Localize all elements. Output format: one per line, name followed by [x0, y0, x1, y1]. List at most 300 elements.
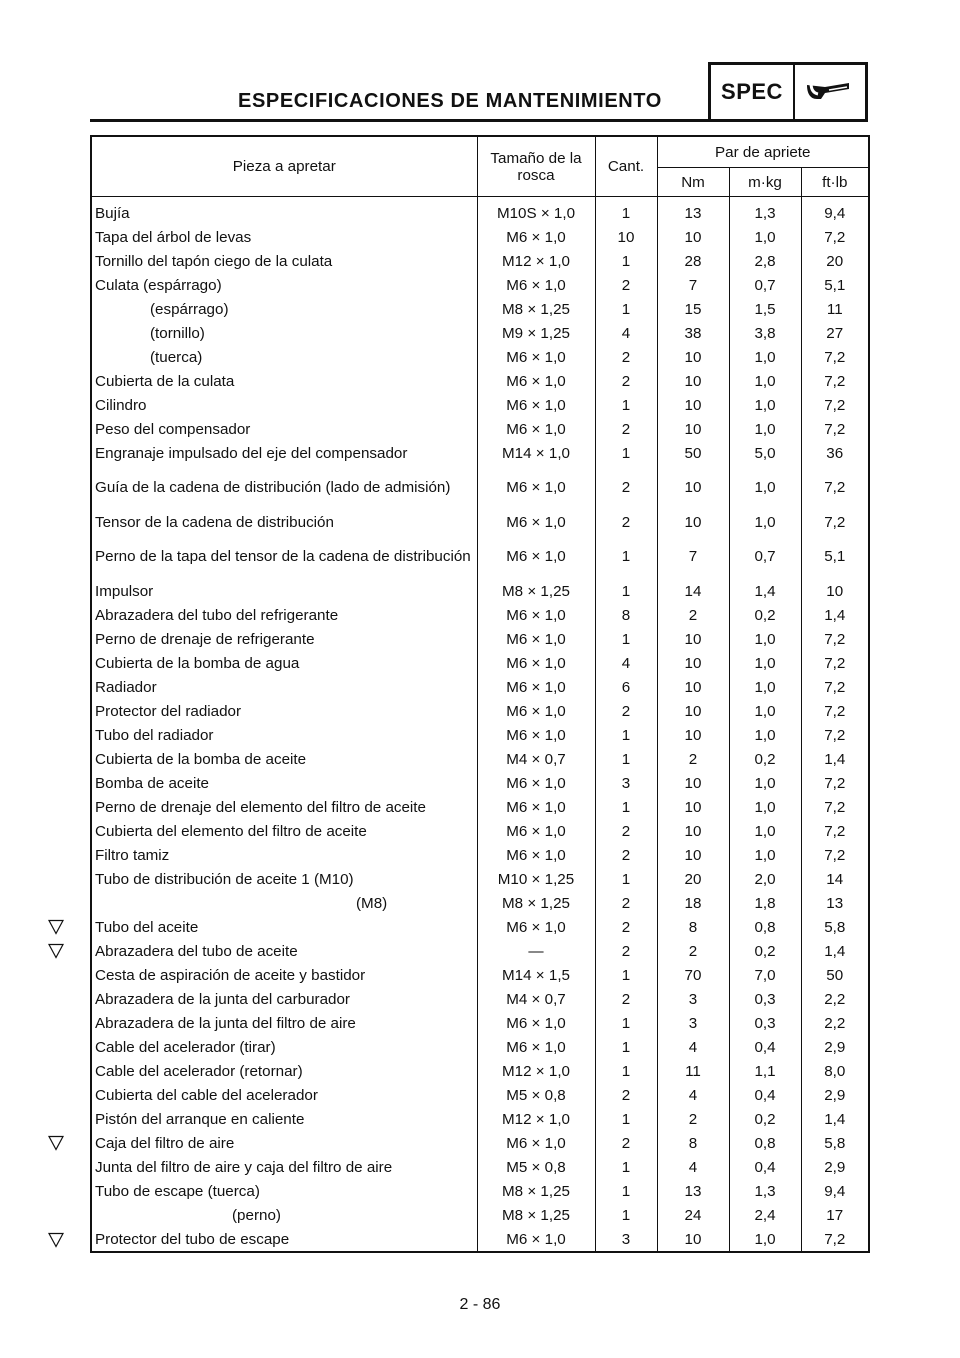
cell-thread: M6 × 1,0: [477, 843, 595, 867]
cell-part: Engranaje impulsado del eje del compensador: [95, 444, 408, 462]
table-row: [91, 651, 869, 675]
cell-mkg: 1,0: [729, 723, 801, 747]
cell-qty: 2: [595, 510, 657, 534]
table-row: [91, 1203, 869, 1227]
cell-part: Protector del tubo de escape: [95, 1230, 290, 1248]
cell-ftlb: 5,1: [801, 273, 869, 297]
cell-thread: M6 × 1,0: [477, 675, 595, 699]
cell-mkg: 1,8: [729, 891, 801, 915]
cell-thread: M6 × 1,0: [477, 699, 595, 723]
cell-nm: 3: [657, 1011, 729, 1035]
cell-nm: 13: [657, 197, 729, 226]
cell-thread: M6 × 1,0: [477, 273, 595, 297]
cell-ftlb: 36: [801, 441, 869, 465]
cell-nm: 4: [657, 1035, 729, 1059]
cell-qty: 2: [595, 369, 657, 393]
cell-nm: 4: [657, 1155, 729, 1179]
cell-thread: M8 × 1,25: [477, 579, 595, 603]
cell-ftlb: 11: [801, 297, 869, 321]
cell-nm: 10: [657, 225, 729, 249]
cell-thread: M6 × 1,0: [477, 1131, 595, 1155]
col-qty-header: Cant.: [595, 136, 657, 197]
cell-thread: M6 × 1,0: [477, 723, 595, 747]
cell-part: Impulsor: [95, 582, 154, 600]
cell-thread: M12 × 1,0: [477, 249, 595, 273]
cell-ftlb: 7,2: [801, 393, 869, 417]
cell-qty: 6: [595, 675, 657, 699]
cell-qty: 2: [595, 465, 657, 510]
table-row: [91, 297, 869, 321]
cell-part: Cubierta del cable del acelerador: [95, 1086, 318, 1104]
table-row: [91, 1179, 869, 1203]
cell-nm: 28: [657, 249, 729, 273]
cell-qty: 1: [595, 1155, 657, 1179]
cell-ftlb: 9,4: [801, 197, 869, 226]
cell-thread: M4 × 0,7: [477, 747, 595, 771]
cell-qty: 1: [595, 1059, 657, 1083]
cell-thread: M6 × 1,0: [477, 627, 595, 651]
cell-mkg: 1,0: [729, 1227, 801, 1252]
cell-part: Tubo del radiador: [95, 726, 214, 744]
cell-ftlb: 7,2: [801, 699, 869, 723]
table-row: [91, 441, 869, 465]
cell-mkg: 0,7: [729, 534, 801, 579]
cell-part: Abrazadera de la junta del filtro de aire: [95, 1014, 356, 1032]
cell-part: (espárrago): [150, 300, 229, 318]
cell-mkg: 1,0: [729, 771, 801, 795]
cell-qty: 4: [595, 321, 657, 345]
cell-mkg: 1,3: [729, 1179, 801, 1203]
cell-nm: 10: [657, 723, 729, 747]
cell-qty: 3: [595, 771, 657, 795]
cell-part: Tapa del árbol de levas: [95, 228, 252, 246]
cell-ftlb: 5,8: [801, 915, 869, 939]
table-row: [91, 987, 869, 1011]
cell-mkg: 1,0: [729, 819, 801, 843]
cell-thread: M6 × 1,0: [477, 465, 595, 510]
table-row: [91, 417, 869, 441]
cell-nm: 10: [657, 1227, 729, 1252]
cell-ftlb: 17: [801, 1203, 869, 1227]
cell-qty: 1: [595, 249, 657, 273]
cell-qty: 1: [595, 867, 657, 891]
cell-ftlb: 2,2: [801, 987, 869, 1011]
cell-thread: M6 × 1,0: [477, 369, 595, 393]
table-row: [91, 345, 869, 369]
cell-nm: 10: [657, 699, 729, 723]
table-row: [91, 1059, 869, 1083]
cell-ftlb: 2,9: [801, 1083, 869, 1107]
page-number: 2 - 86: [459, 1296, 501, 1313]
cell-mkg: 0,2: [729, 603, 801, 627]
cell-mkg: 1,0: [729, 465, 801, 510]
cell-nm: 2: [657, 1107, 729, 1131]
cell-ftlb: 7,2: [801, 369, 869, 393]
unit-ftlb-header: ft·lb: [801, 168, 869, 197]
cell-qty: 8: [595, 603, 657, 627]
cell-qty: 1: [595, 723, 657, 747]
cell-mkg: 2,0: [729, 867, 801, 891]
cell-mkg: 2,4: [729, 1203, 801, 1227]
cell-nm: 7: [657, 534, 729, 579]
cell-qty: 1: [595, 197, 657, 226]
cell-ftlb: 20: [801, 249, 869, 273]
cell-thread: M6 × 1,0: [477, 819, 595, 843]
table-row: [91, 273, 869, 297]
cell-thread: M6 × 1,0: [477, 225, 595, 249]
cell-ftlb: 7,2: [801, 723, 869, 747]
table-row: [91, 795, 869, 819]
cell-ftlb: 2,9: [801, 1155, 869, 1179]
table-row: [91, 1107, 869, 1131]
cell-nm: 2: [657, 747, 729, 771]
cell-nm: 8: [657, 915, 729, 939]
cell-mkg: 1,0: [729, 699, 801, 723]
cell-thread: M5 × 0,8: [477, 1155, 595, 1179]
cell-mkg: 0,4: [729, 1083, 801, 1107]
cell-thread: M4 × 0,7: [477, 987, 595, 1011]
cell-ftlb: 7,2: [801, 771, 869, 795]
cell-mkg: 1,0: [729, 369, 801, 393]
cell-qty: 1: [595, 1107, 657, 1131]
cell-qty: 2: [595, 417, 657, 441]
cell-part: Peso del compensador: [95, 420, 251, 438]
cell-mkg: 2,8: [729, 249, 801, 273]
cell-nm: 4: [657, 1083, 729, 1107]
cell-qty: 2: [595, 987, 657, 1011]
cell-ftlb: 7,2: [801, 819, 869, 843]
cell-thread: M6 × 1,0: [477, 651, 595, 675]
cell-qty: 2: [595, 891, 657, 915]
cell-thread: M8 × 1,25: [477, 1203, 595, 1227]
cell-nm: 10: [657, 345, 729, 369]
page-header: [90, 62, 868, 124]
cell-nm: 11: [657, 1059, 729, 1083]
cell-part: Cubierta de la culata: [95, 372, 235, 390]
cell-mkg: 1,0: [729, 675, 801, 699]
cell-qty: 1: [595, 1179, 657, 1203]
cell-thread: M6 × 1,0: [477, 534, 595, 579]
cell-mkg: 0,8: [729, 915, 801, 939]
cell-mkg: 0,7: [729, 273, 801, 297]
cell-part: Abrazadera de la junta del carburador: [95, 990, 350, 1008]
cell-mkg: 1,0: [729, 393, 801, 417]
cell-mkg: 3,8: [729, 321, 801, 345]
cell-qty: 1: [595, 534, 657, 579]
cell-nm: 10: [657, 819, 729, 843]
cell-mkg: 0,2: [729, 747, 801, 771]
table-row: [91, 510, 869, 534]
cell-mkg: 0,4: [729, 1155, 801, 1179]
cell-thread: M5 × 0,8: [477, 1083, 595, 1107]
cell-thread: M8 × 1,25: [477, 891, 595, 915]
cell-thread: M6 × 1,0: [477, 417, 595, 441]
cell-ftlb: 2,2: [801, 1011, 869, 1035]
cell-part: Cable del acelerador (tirar): [95, 1038, 276, 1056]
cell-nm: 10: [657, 393, 729, 417]
cell-ftlb: 7,2: [801, 345, 869, 369]
cell-mkg: 1,0: [729, 345, 801, 369]
col-part-header: Pieza a apretar: [91, 136, 477, 197]
table-row: [91, 1131, 869, 1155]
cell-qty: 1: [595, 747, 657, 771]
cell-thread: M12 × 1,0: [477, 1107, 595, 1131]
cell-part: Cesta de aspiración de aceite y bastidor: [95, 966, 366, 984]
cell-ftlb: 7,2: [801, 651, 869, 675]
cell-ftlb: 7,2: [801, 417, 869, 441]
cell-qty: 1: [595, 297, 657, 321]
cell-part: Pistón del arranque en caliente: [95, 1110, 305, 1128]
cell-thread: M6 × 1,0: [477, 1011, 595, 1035]
cell-thread: M10S × 1,0: [477, 197, 595, 226]
cell-ftlb: 2,9: [801, 1035, 869, 1059]
cell-nm: 10: [657, 465, 729, 510]
cell-thread: M6 × 1,0: [477, 345, 595, 369]
cell-mkg: 0,3: [729, 987, 801, 1011]
cell-ftlb: 7,2: [801, 465, 869, 510]
cell-ftlb: 7,2: [801, 627, 869, 651]
spec-label: SPEC: [711, 65, 795, 119]
unit-mkg-header: m·kg: [729, 168, 801, 197]
cell-part: (perno): [232, 1206, 281, 1224]
cell-mkg: 0,4: [729, 1035, 801, 1059]
cell-qty: 1: [595, 963, 657, 987]
torque-table-body: [91, 197, 869, 1253]
cell-qty: 2: [595, 1131, 657, 1155]
cell-mkg: 1,5: [729, 297, 801, 321]
cell-mkg: 1,4: [729, 579, 801, 603]
table-row: [91, 1011, 869, 1035]
cell-ftlb: 1,4: [801, 1107, 869, 1131]
table-row: [91, 963, 869, 987]
cell-qty: 2: [595, 843, 657, 867]
cell-ftlb: 8,0: [801, 1059, 869, 1083]
cell-nm: 10: [657, 627, 729, 651]
cell-part: Cilindro: [95, 396, 147, 414]
cell-part: Filtro tamiz: [95, 846, 170, 864]
cell-ftlb: 13: [801, 891, 869, 915]
cell-part: Cable del acelerador (retornar): [95, 1062, 303, 1080]
cell-thread: M6 × 1,0: [477, 1035, 595, 1059]
cell-thread: M9 × 1,25: [477, 321, 595, 345]
table-row: [91, 1155, 869, 1179]
table-row: [91, 1083, 869, 1107]
cell-nm: 7: [657, 273, 729, 297]
cell-nm: 50: [657, 441, 729, 465]
cell-mkg: 1,0: [729, 843, 801, 867]
cell-ftlb: 7,2: [801, 225, 869, 249]
cell-mkg: 0,8: [729, 1131, 801, 1155]
cell-nm: 10: [657, 417, 729, 441]
cell-part: (M8): [356, 894, 388, 912]
table-row: [91, 891, 869, 915]
table-row: [91, 197, 869, 226]
table-row: [91, 939, 869, 963]
cell-nm: 10: [657, 843, 729, 867]
cell-thread: M14 × 1,0: [477, 441, 595, 465]
table-row: [91, 843, 869, 867]
cell-ftlb: 7,2: [801, 795, 869, 819]
cell-qty: 2: [595, 939, 657, 963]
cell-part: Protector del radiador: [95, 702, 242, 720]
cell-mkg: 5,0: [729, 441, 801, 465]
cell-qty: 1: [595, 1203, 657, 1227]
table-row: [91, 369, 869, 393]
caution-triangle-icon: [48, 1232, 64, 1248]
cell-qty: 2: [595, 819, 657, 843]
cell-ftlb: 14: [801, 867, 869, 891]
cell-nm: 10: [657, 651, 729, 675]
cell-thread: M10 × 1,25: [477, 867, 595, 891]
cell-nm: 10: [657, 510, 729, 534]
cell-nm: 3: [657, 987, 729, 1011]
cell-qty: 2: [595, 1083, 657, 1107]
cell-nm: 8: [657, 1131, 729, 1155]
cell-thread: M12 × 1,0: [477, 1059, 595, 1083]
table-row: [91, 675, 869, 699]
table-row: [91, 723, 869, 747]
cell-part: Abrazadera del tubo del refrigerante: [95, 606, 339, 624]
cell-nm: 10: [657, 675, 729, 699]
cell-part: Cubierta del elemento del filtro de aceite: [95, 822, 367, 840]
table-row: [91, 225, 869, 249]
cell-part: Bomba de aceite: [95, 774, 209, 792]
wrench-icon: [795, 65, 865, 119]
cell-thread: M6 × 1,0: [477, 510, 595, 534]
caution-triangle-icon: [48, 943, 64, 959]
cell-ftlb: 27: [801, 321, 869, 345]
cell-part: Junta del filtro de aire y caja del filtro de aire: [95, 1158, 393, 1176]
torque-table-wrap: [90, 135, 868, 1253]
cell-nm: 10: [657, 771, 729, 795]
cell-ftlb: 50: [801, 963, 869, 987]
table-row: [91, 699, 869, 723]
cell-nm: 15: [657, 297, 729, 321]
table-row: [91, 534, 869, 579]
cell-thread: M6 × 1,0: [477, 1227, 595, 1252]
cell-mkg: 1,0: [729, 510, 801, 534]
cell-nm: 10: [657, 369, 729, 393]
table-row: [91, 771, 869, 795]
cell-thread: M6 × 1,0: [477, 393, 595, 417]
cell-part: Abrazadera del tubo de aceite: [95, 942, 298, 960]
cell-part: Bujía: [95, 204, 130, 222]
cell-ftlb: 1,4: [801, 603, 869, 627]
cell-qty: 2: [595, 345, 657, 369]
table-row: [91, 465, 869, 510]
cell-part: Culata (espárrago): [95, 276, 222, 294]
table-row: [91, 819, 869, 843]
cell-mkg: 1,0: [729, 627, 801, 651]
header-rule: [90, 119, 710, 122]
table-row: [91, 1035, 869, 1059]
table-row: [91, 603, 869, 627]
cell-part: Perno de drenaje de refrigerante: [95, 630, 315, 648]
cell-ftlb: 5,8: [801, 1131, 869, 1155]
cell-thread: M8 × 1,25: [477, 297, 595, 321]
cell-part: Radiador: [95, 678, 157, 696]
cell-qty: 1: [595, 1035, 657, 1059]
cell-ftlb: 1,4: [801, 747, 869, 771]
cell-thread: M6 × 1,0: [477, 915, 595, 939]
cell-mkg: 0,3: [729, 1011, 801, 1035]
cell-thread: M8 × 1,25: [477, 1179, 595, 1203]
cell-nm: 13: [657, 1179, 729, 1203]
cell-part: Cubierta de la bomba de aceite: [95, 750, 307, 768]
table-row: [91, 249, 869, 273]
cell-nm: 20: [657, 867, 729, 891]
cell-mkg: 1,0: [729, 795, 801, 819]
cell-nm: 2: [657, 939, 729, 963]
table-row: [91, 393, 869, 417]
col-thread-header: Tamaño de la rosca: [477, 136, 595, 197]
cell-part: Tubo de escape (tuerca): [95, 1182, 260, 1200]
cell-ftlb: 7,2: [801, 510, 869, 534]
table-row: [91, 579, 869, 603]
cell-thread: M6 × 1,0: [477, 603, 595, 627]
cell-part: Tornillo del tapón ciego de la culata: [95, 252, 333, 270]
cell-qty: 3: [595, 1227, 657, 1252]
cell-mkg: 7,0: [729, 963, 801, 987]
cell-nm: 70: [657, 963, 729, 987]
cell-ftlb: 5,1: [801, 534, 869, 579]
cell-part: (tornillo): [150, 324, 205, 342]
cell-thread: —: [477, 939, 595, 963]
cell-part: Caja del filtro de aire: [95, 1134, 235, 1152]
cell-mkg: 1,0: [729, 651, 801, 675]
cell-qty: 1: [595, 627, 657, 651]
cell-qty: 2: [595, 915, 657, 939]
cell-nm: 14: [657, 579, 729, 603]
cell-nm: 2: [657, 603, 729, 627]
cell-qty: 2: [595, 273, 657, 297]
cell-qty: 4: [595, 651, 657, 675]
cell-qty: 2: [595, 699, 657, 723]
cell-part: Perno de drenaje del elemento del filtro de aceite: [95, 798, 426, 816]
cell-thread: M14 × 1,5: [477, 963, 595, 987]
cell-nm: 38: [657, 321, 729, 345]
cell-mkg: 1,0: [729, 417, 801, 441]
cell-mkg: 1,1: [729, 1059, 801, 1083]
caution-triangle-icon: [48, 1135, 64, 1151]
caution-triangle-icon: [48, 919, 64, 935]
cell-mkg: 1,0: [729, 225, 801, 249]
cell-part: (tuerca): [150, 348, 203, 366]
cell-part: Cubierta de la bomba de agua: [95, 654, 300, 672]
cell-ftlb: 7,2: [801, 843, 869, 867]
table-row: [91, 867, 869, 891]
cell-qty: 1: [595, 1011, 657, 1035]
cell-thread: M6 × 1,0: [477, 795, 595, 819]
cell-mkg: 0,2: [729, 939, 801, 963]
cell-part: Perno de la tapa del tensor de la cadena de distribución: [95, 547, 471, 565]
cell-qty: 10: [595, 225, 657, 249]
spec-badge: [708, 62, 868, 122]
table-row: [91, 1227, 869, 1252]
page-title: ESPECIFICACIONES DE MANTENIMIENTO: [238, 90, 662, 112]
cell-qty: 1: [595, 795, 657, 819]
cell-ftlb: 9,4: [801, 1179, 869, 1203]
unit-nm-header: Nm: [657, 168, 729, 197]
cell-qty: 1: [595, 579, 657, 603]
col-torque-header: Par de apriete: [657, 136, 869, 168]
torque-table: [90, 135, 870, 1253]
cell-part: Guía de la cadena de distribución (lado de admisión): [95, 478, 451, 496]
cell-part: Tubo del aceite: [95, 918, 199, 936]
cell-part: Tensor de la cadena de distribución: [95, 513, 334, 531]
table-row: [91, 627, 869, 651]
cell-part: Tubo de distribución de aceite 1 (M10): [95, 870, 354, 888]
